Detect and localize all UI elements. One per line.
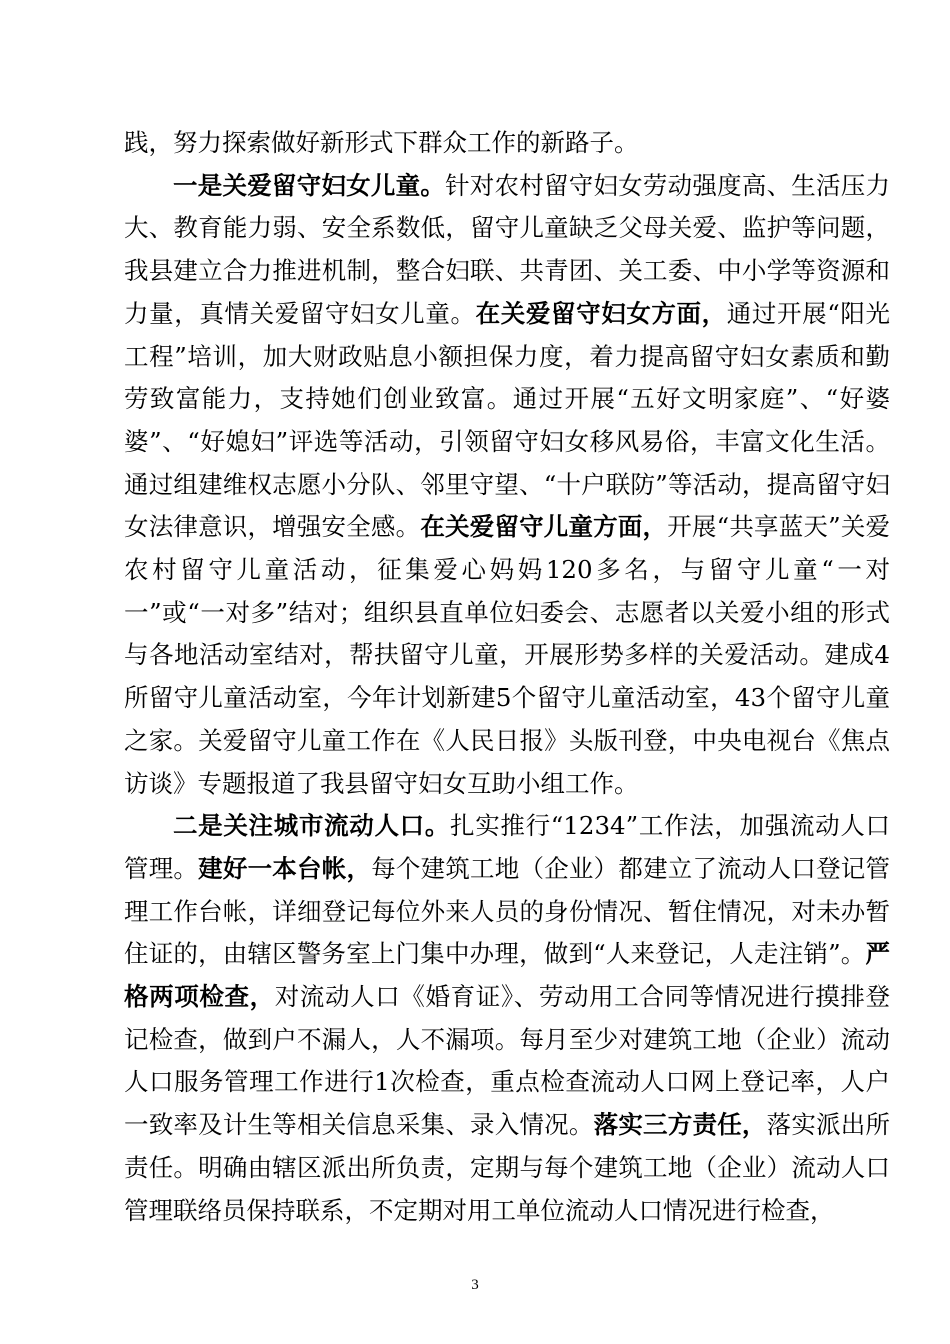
subheading-two-inspections: 严格两项检查， <box>124 939 890 1012</box>
paragraph-floating-population <box>124 805 890 1232</box>
body-text <box>124 122 890 1232</box>
subheading-three-responsibilities: 落实三方责任， <box>593 1110 767 1140</box>
body-segment: 落实派出所责任。明确由辖区派出所负责，定期与每个建筑工地（企业）流动人口管理联络员保持联系，不定期对用工单位流动人口情况进行检查， <box>124 1110 891 1225</box>
subheading-care-children: 在关爱留守儿童方面， <box>420 512 668 542</box>
paragraph-women-children <box>124 165 890 806</box>
body-segment: 通过开展“阳光工程”培训，加大财政贴息小额担保力度，着力提高留守妇女素质和勤劳致富能力，支持她们创业致富。通过开展“五好文明家庭”、“好婆婆”、“好媳妇”评选等活动，引领留守妇女移风易俗，丰富文化生活。通过组建维权志愿小分队、邻里守望、“十户联防”等活动，提高留守妇女法律意识，增强安全感。 <box>124 298 890 542</box>
body-segment: 扎实推行“1234”工作法，加强流动人口管理。 <box>124 811 891 883</box>
body-segment: 对流动人口《婚育证》、劳动用工合同等情况进行摸排登记检查，做到户不漏人，人不漏项。每月至少对建筑工地（企业）流动人口服务管理工作进行1次检查，重点检查流动人口网上登记率，人户一致率及计生等相关信息采集、录入情况。 <box>124 982 890 1140</box>
subheading-care-women: 在关爱留守妇女方面， <box>475 298 727 328</box>
paragraph-intro <box>124 122 890 165</box>
heading-care-left-behind-women-children: 一是关爱留守妇女儿童。 <box>173 170 446 200</box>
subheading-one-ledger: 建好一本台帐， <box>198 853 372 883</box>
page-number: 3 <box>471 1277 479 1293</box>
body-segment: 针对农村留守妇女劳动强度高、生活压力大、教育能力弱、安全系数低，留守儿童缺乏父母关爱、监护等问题，我县建立合力推进机制，整合妇联、共青团、关工委、中小学等资源和力量，真情关爱留守妇女儿童。 <box>124 170 891 328</box>
intro-text: 践，努力探索做好新形式下群众工作的新路子。 <box>124 128 639 157</box>
body-segment: 开展“共享蓝天”关爱农村留守儿童活动，征集爱心妈妈120多名，与留守儿童“一对一”或“一对多”结对；组织县直单位妇委会、志愿者以关爱小组的形式与各地活动室结对，帮扶留守儿童，开展形势多样的关爱活动。建成4所留守儿童活动室，今年计划新建5个留守儿童活动室，43个留守儿童之家。关爱留守儿童工作在《人民日报》头版刊登，中央电视台《焦点访谈》专题报道了我县留守妇女互助小组工作。 <box>124 512 891 798</box>
heading-floating-population: 二是关注城市流动人口。 <box>173 811 451 841</box>
body-segment: 每个建筑工地（企业）都建立了流动人口登记管理工作台帐，详细登记每位外来人员的身份情况、暂住情况，对未办暂住证的，由辖区警务室上门集中办理，做到“人来登记，人走注销”。 <box>124 853 891 969</box>
